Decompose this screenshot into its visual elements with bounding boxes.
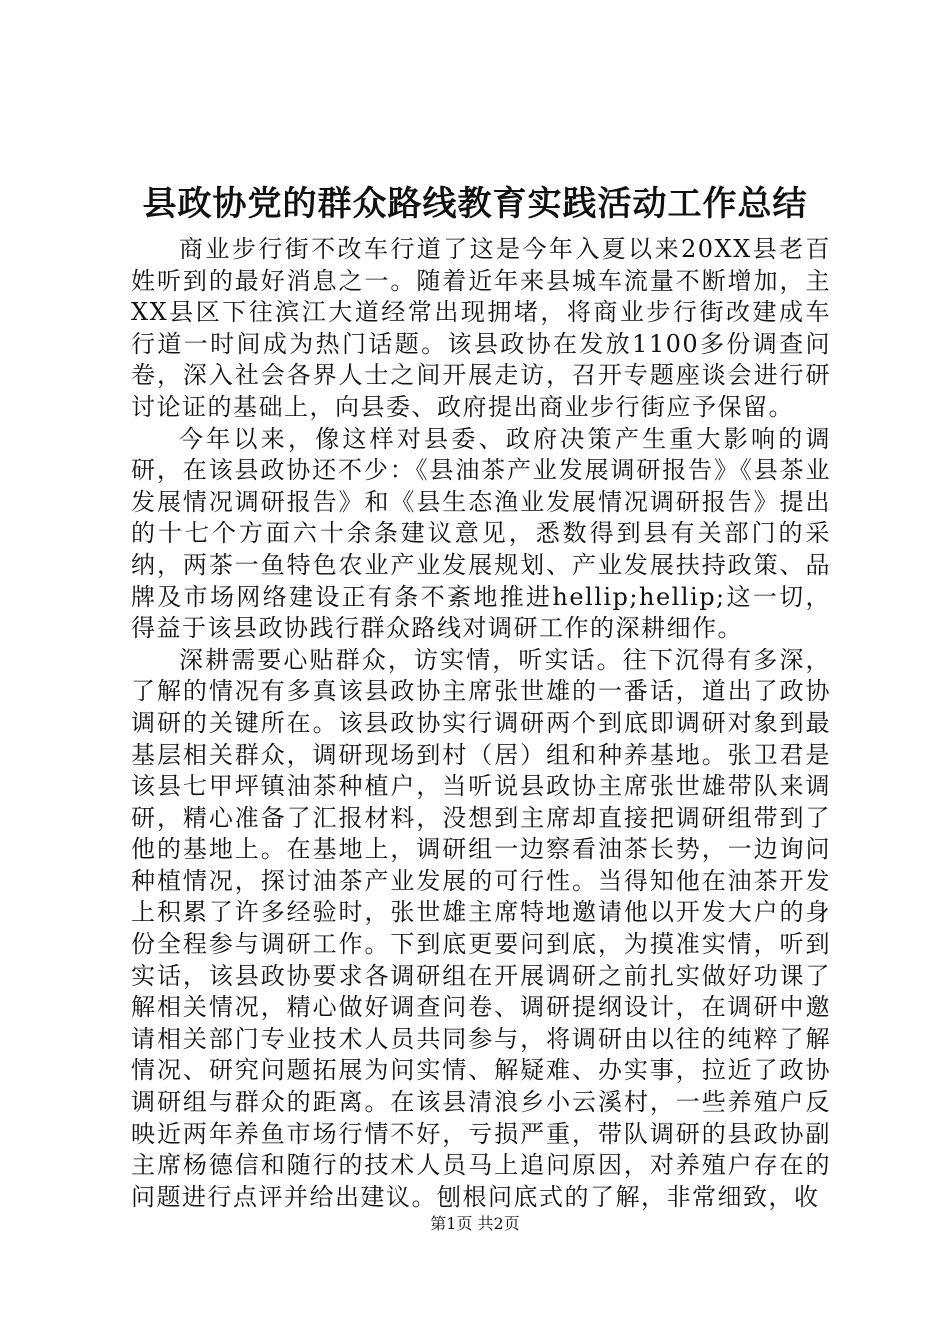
document-body — [131, 234, 831, 1213]
page-number-footer: 第1页 共2页 — [430, 1214, 520, 1233]
paragraph-2: 今年以来，像这样对县委、政府决策产生重大影响的调研，在该县政协还不少：《县油茶产业发展调研报告》《县茶业发展情况调研报告》和《县生态渔业发展情况调研报告》提出的十七个方面六十余条建议意见，悉数得到县有关部门的采纳，两茶一鱼特色农业产业发展规划、产业发展扶持政策、品牌及市场网络建设正有条不紊地推进hellip;hellip;这一切，得益于该县政协践行群众路线对调研工作的深耕细作。 — [131, 424, 831, 643]
paragraph-3: 深耕需要心贴群众，访实情，听实话。往下沉得有多深，了解的情况有多真该县政协主席张世雄的一番话，道出了政协调研的关键所在。该县政协实行调研两个到底即调研对象到最基层相关群众，调研现场到村（居）组和种养基地。张卫君是该县七甲坪镇油茶种植户，当听说县政协主席张世雄带队来调研，精心准备了汇报材料，没想到主席却直接把调研组带到了他的基地上。在基地上，调研组一边察看油茶长势，一边询问种植情况，探讨油茶产业发展的可行性。当得知他在油茶开发上积累了许多经验时，张世雄主席特地邀请他以开发大户的身份全程参与调研工作。下到底更要问到底，为摸准实情，听到实话，该县政协要求各调研组在开展调研之前扎实做好功课了解相关情况，精心做好调查问卷、调研提纲设计，在调研中邀请相关部门专业技术人员共同参与，将调研由以往的纯粹了解情况、研究问题拓展为问实情、解疑难、办实事，拉近了政协调研组与群众的距离。在该县清浪乡小云溪村，一些养殖户反映近两年养鱼市场行情不好，亏损严重，带队调研的县政协副主席杨德信和随行的技术人员马上追问原因，对养殖户存在的问题进行点评并给出建议。刨根问底式的了解，非常细致，收 — [131, 645, 831, 1211]
document-title: 县政协党的群众路线教育实践活动工作总结 — [142, 184, 808, 224]
paragraph-1: 商业步行街不改车行道了这是今年入夏以来20XX县老百姓听到的最好消息之一。随着近年来县城车流量不断增加，主XX县区下往滨江大道经常出现拥堵，将商业步行街改建成车行道一时间成为热门话题。该县政协在发放1100多份调查问卷，深入社会各界人士之间开展走访，召开专题座谈会进行研讨论证的基础上，向县委、政府提出商业步行街应予保留。 — [131, 235, 831, 421]
